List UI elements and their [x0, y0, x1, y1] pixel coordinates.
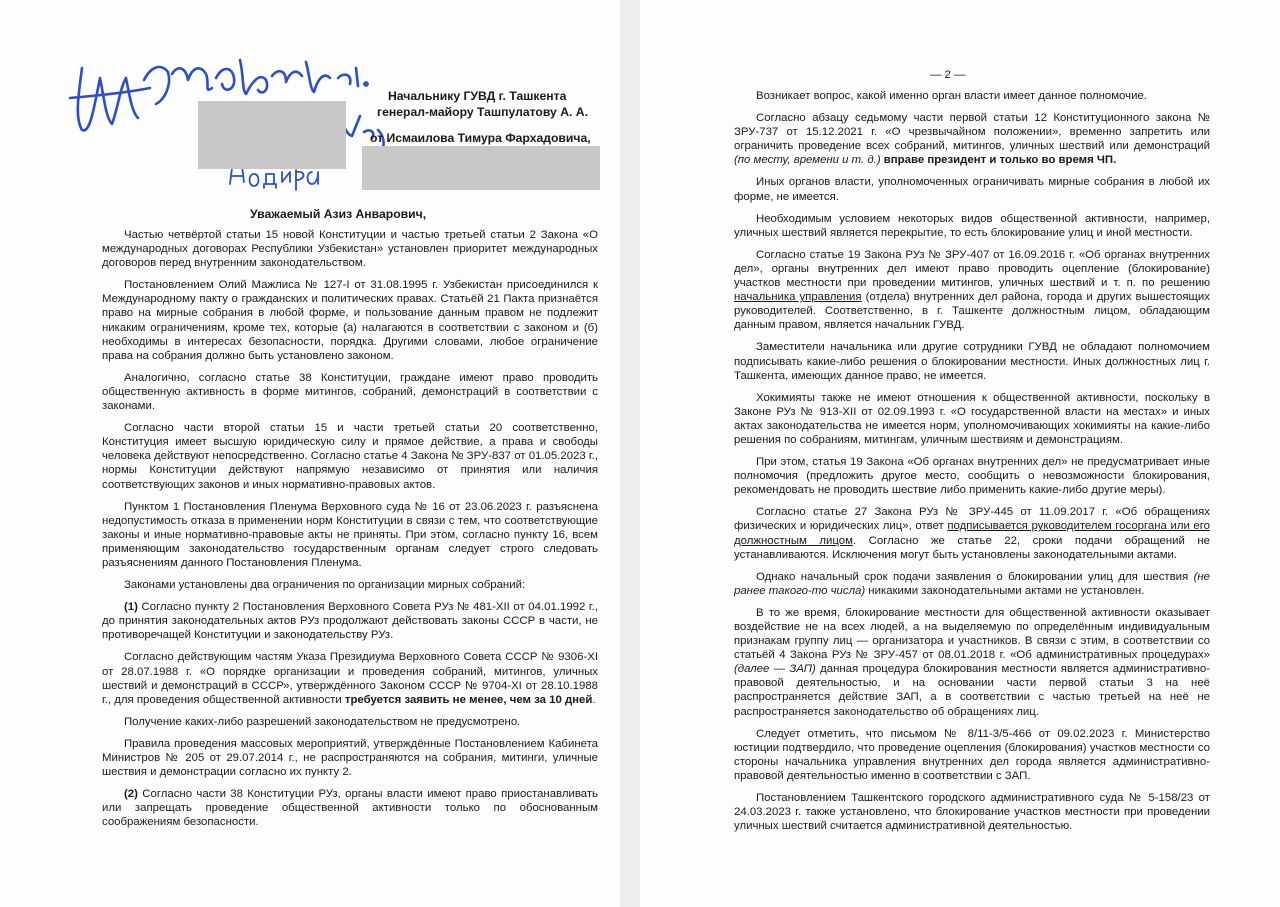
paragraph-court-ruling: Постановлением Ташкентского городского административного суда № 5-158/23 от 24.03.2023 г. также установлено, что блокирование участков местности при проведении уличных шествий считается административной деятельностью. — [734, 792, 1210, 833]
page-gap — [620, 0, 640, 907]
page-number: — 2 — — [930, 69, 966, 81]
redacted-area-1 — [198, 101, 346, 169]
emergency-bold: вправе президент и только во время ЧП. — [880, 154, 1117, 167]
paragraph-internal-affairs — [734, 248, 1210, 333]
paragraph-mass-events-rules: Правила проведения массовых мероприятий, утверждённые Постановлением Кабинета Министров № 205 от 29.07.2014 г., не распространяются на собрания, митинги, уличные шествия и демонстрации согласно их пункту 2. — [102, 737, 598, 779]
ussr-decree-end: . — [592, 693, 596, 706]
paragraph-limit-1 — [102, 600, 598, 642]
admin-procedures-text: В то же время, блокирование местности для общественной активности оказывает воздействие не на всех людей, а на выделяемую по определённым индивидуальным признакам группу лиц — организатора и участников. В связи с этим, в соответствии со статьёй 4 Закона РУз № ЗРУ-457 от 08.01.2018 г. «Об административных процедурах» — [734, 606, 1210, 662]
ussr-decree-bold: требуется заявить не менее, чем за 10 дней — [344, 693, 593, 706]
limit-1-number: (1) — [124, 601, 138, 614]
paragraph-ministry-letter: Следует отметить, что письмом № 8/11-3/5-466 от 09.02.2023 г. Министерство юстиции подтвердило, что проведение оцепления (блокирования) участков местности со стороны начальника управления внутренних дел города является административно-правовой деятельностью именно в соответствии с ЗАП. — [734, 727, 1210, 782]
addressee-line-2: генерал-майору Ташпулатову А. А. — [377, 105, 588, 119]
paragraph-intl-treaties: Частью четвёртой статьи 15 новой Конституции и частью третьей статьи 2 Закона «О международных договорах Республики Узбекистан» установлен приоритет международных договоров перед внутренним законодательством. — [102, 229, 598, 270]
paragraph-ussr-decree — [102, 650, 598, 706]
paragraph-deputies: Заместители начальника или другие сотрудники ГУВД не обладают полномочием подписывать какие-либо решения о блокировании местности. Иных должностных лиц г. Ташкента, имеющих данное право, не имеется. — [734, 341, 1210, 382]
admin-procedures-end: данная процедура блокирования местности является административно-правовой деятельностью, и на основании части первой статьи 3 на неё распространяется действие ЗАП, а в соответствии с частью третьей на неё не распространяется законодательство об обращениях лиц. — [734, 663, 1211, 718]
paragraph-two-limits: Законами установлены два ограничения по организации мирных собраний: — [124, 579, 526, 592]
limit-2-number: (2) — [124, 788, 138, 801]
paragraph-question: Возникает вопрос, какой именно орган власти имеет данное полномочие. — [756, 90, 1147, 102]
limit-2-text: Согласно части 38 Конституции РУз, органы власти имеют право приостанавливать или запрещать проведение общественной активности только по обоснованным соображениям безопасности. — [102, 788, 598, 829]
paragraph-blocking-needed: Необходимым условием некоторых видов общественной активности, например, уличных шествий является перекрытие, то есть блокирование улиц и иной местности. — [734, 212, 1210, 239]
paragraph-limit-2 — [102, 787, 598, 829]
salutation: Уважаемый Азиз Анварович, — [250, 207, 427, 221]
paragraph-no-other-bodies: Иных органов власти, уполномоченных ограничивать мирные собрания в любой их форме, не имеется. — [734, 176, 1210, 203]
limit-1-text: Согласно пункту 2 Постановления Верховного Совета РУз № 481-XII от 04.01.1992 г., до принятия законодательных актов РУз продолжают действовать законы СССР в части, не противоречащей Конституции и законодательству РУз. — [102, 601, 598, 642]
paragraph-start-date — [734, 570, 1210, 598]
sender-line: от Исмаилова Тимура Фархадовича, — [370, 131, 591, 145]
page-2-body — [734, 89, 1210, 841]
internal-affairs-underline: начальника управления — [734, 291, 862, 304]
paragraph-appeals — [734, 505, 1210, 561]
paragraph-no-permit: Получение каких-либо разрешений законодательством не предусмотрено. — [124, 715, 521, 728]
paragraph-article-19: При этом, статья 19 Закона «Об органах внутренних дел» не предусматривает иные полномочия (предложить другое место, сообщить о невозможности блокирования, рекомендовать не проводить шествие либо применить какие-либо другие меры). — [734, 456, 1210, 497]
page-1-body — [102, 228, 598, 837]
paragraph-plenum: Пунктом 1 Постановления Пленума Верховного суда № 16 от 23.06.2023 г. разъяснена недопустимость отказа в применении норм Конституции в связи с тем, что соответствующие законы и иные нормативно-правовые акты не приняты. При этом, согласно пункту 16, всем применяющим законодательство государственным органам следует строго следовать разъяснениям данного Постановления Пленума. — [102, 500, 598, 569]
ussr-decree-text: Согласно действующим частям Указа Президиума Верховного Совета СССР № 9306-XI от 28.07.1988 г. «О порядке организации и проведения собраний, митингов, уличных шествий и демонстраций в СССР», утверждённого Законом СССР № 9704-XI от 28.10.1988 г., для проведения общественной активности — [102, 651, 598, 706]
addressee-line-1: Начальнику ГУВД г. Ташкента — [388, 89, 567, 103]
admin-procedures-italic: (далее — ЗАП) — [734, 663, 816, 676]
start-date-text: Однако начальный срок подачи заявления о блокировании улиц для шествия — [756, 570, 1194, 583]
internal-affairs-text: Согласно статье 19 Закона РУз № ЗРУ-407 от 16.09.2016 г. «Об органах внутренних дел», органы внутренних дел имеют право проводить оцепление (блокирование) участков местности при проведении митингов, уличных шествий и т. п. по решению — [734, 248, 1210, 290]
paragraph-hokimiyats: Хокимияты также не имеют отношения к общественной активности, поскольку в Законе РУз № 913-XII от 02.09.1993 г. «О государственной власти на местах» и иных актах законодательства не имеется норм, уполномочивающих хокимияты на какие-либо решения по собраниям, митингам, уличным шествиям и демонстрациям. — [734, 391, 1210, 446]
paragraph-admin-procedures — [734, 606, 1210, 719]
redacted-area-2 — [362, 146, 600, 190]
start-date-end: никакими законодательными актами не установлен. — [865, 584, 1145, 597]
appeals-underline: подписывается руководителем госоргана или его должностным лицом — [734, 520, 1211, 547]
paragraph-covenant: Постановлением Олий Мажлиса № 127-I от 31.08.1995 г. Узбекистан присоединился к Международному пакту о гражданских и политических правах. Статьёй 21 Пакта признаётся право на мирные собрания в любой форме, и пользование данным правом не подлежит никаким ограничениям, кроме тех, которые (а) налагаются в соответствии с законом и (б) необходимы в интересах безопасности, порядка. Другими словами, любое ограничение права на собрания должно быть установлено законом. — [102, 279, 598, 362]
start-date-italic: (не ранее такого-то числа) — [734, 570, 1210, 597]
emergency-text: Согласно абзацу седьмому части первой статьи 12 Конституционного закона № ЗРУ-737 от 15.12.2021 г. «О чрезвычайном положении», временно запретить или ограничить проведение всех собраний, митингов, уличных шествий или демонстраций — [734, 112, 1210, 153]
document-page-1 — [0, 0, 620, 907]
paragraph-direct-action: Согласно части второй статьи 15 и части третьей статьи 20 соответственно, Конституция имеет высшую юридическую силу и прямое действие, а права и свободы человека действуют непосредственно. Согласно статье 4 Закона № ЗРУ-837 от 01.05.2023 г., нормы Конституции действуют напрямую независимо от принятия или наличия соответствующих законов и иных нормативно-правовых актов. — [102, 422, 598, 491]
internal-affairs-end: (отдела) внутренних дел района, города и других вышестоящих руководителей. Соответственно, в г. Ташкенте должностным лицом, обладающим данным правом, является начальник ГУВД. — [734, 291, 1210, 332]
paragraph-emergency — [734, 111, 1210, 167]
emergency-italic: (по месту, времени и т. д.) — [734, 154, 881, 167]
paragraph-article-38: Аналогично, согласно статье 38 Конституции, граждане имеют право проводить общественную активность в форме митингов, собраний, демонстраций в соответствии с законами. — [102, 371, 598, 413]
appeals-end: . Согласно же статье 22, сроки подачи обращений не устанавливаются. Исключения могут быть установлены законодательными актами. — [734, 534, 1210, 561]
appeals-text: Согласно статье 27 Закона РУз № ЗРУ-445 от 11.09.2017 г. «Об обращениях физических и юридических лиц», ответ — [734, 506, 1210, 533]
